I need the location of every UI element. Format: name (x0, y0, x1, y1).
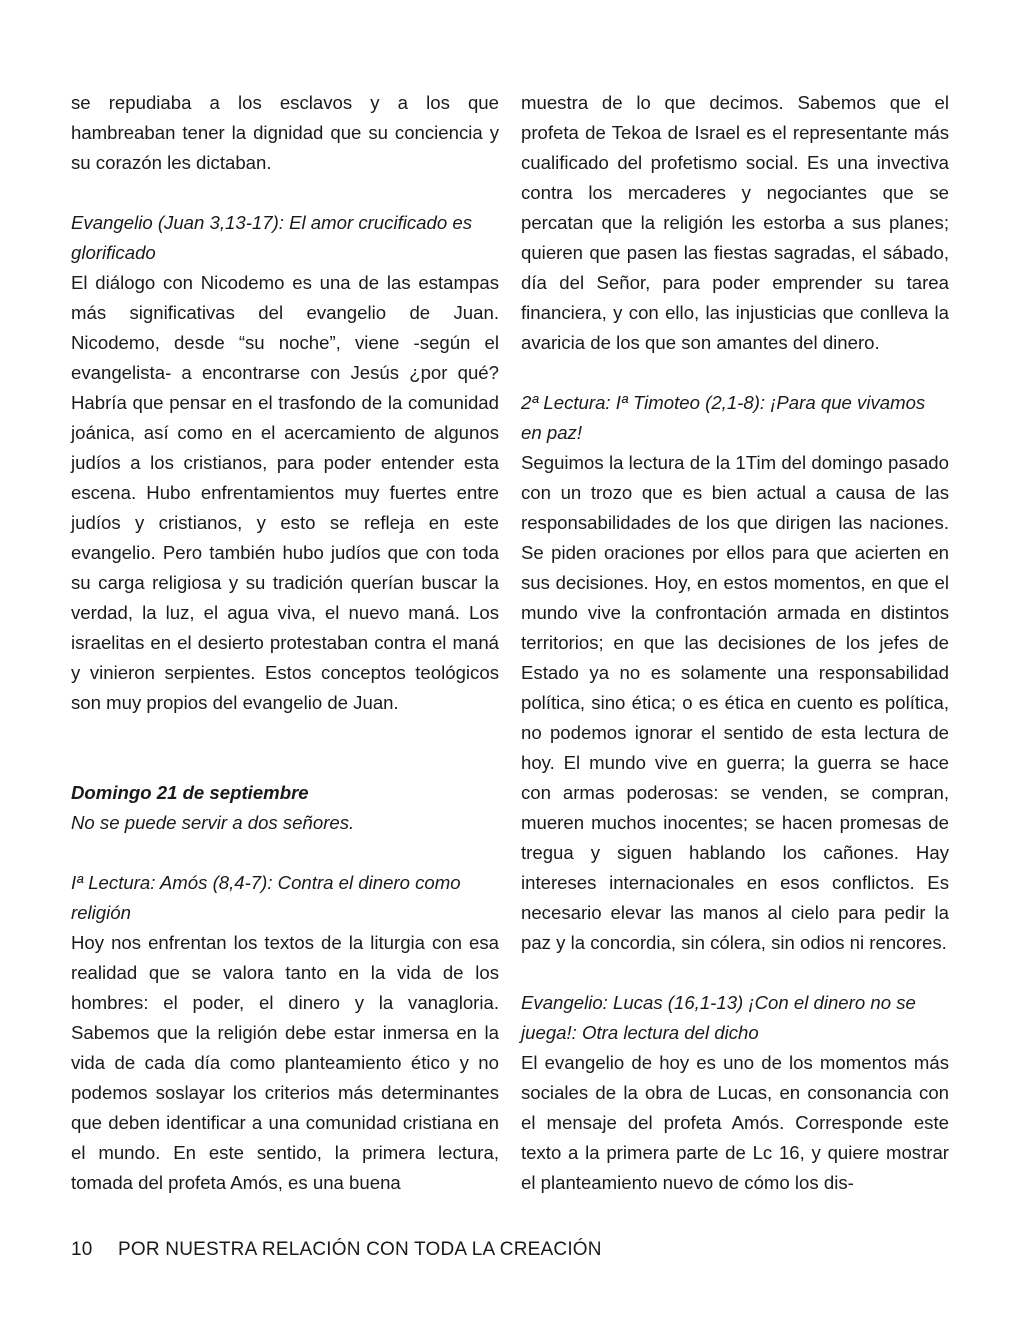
spacer (71, 178, 499, 208)
evangelio-juan-heading: Evangelio (Juan 3,13-17): El amor crucificado es glorificado (71, 212, 473, 263)
evangelio-lucas-heading: Evangelio: Lucas (16,1-13) ¡Con el dinero no se juega!: Otra lectura del dicho (521, 992, 916, 1043)
left-column (71, 88, 499, 1198)
lectura1-paragraph: Hoy nos enfrentan los textos de la liturgia con esa realidad que se valora tanto en la vida de los hombres: el poder, el dinero y la vanagloria. Sabemos que la religión debe estar inmersa en la vida de cada día como planteamiento ético y no podemos soslayar los criterios más determinantes que deben identificar a una comunidad cristiana en el mundo. En este sentido, la primera lectura, tomada del profeta Amós, es una buena (71, 932, 499, 1193)
evangelio-juan-paragraph: El diálogo con Nicodemo es una de las estampas más significativas del evangelio de Juan. Nicodemo, desde “su noche”, viene -según el evangelista- a encontrarse con Jesús ¿por qué? Habría que pensar en el trasfondo de la comunidad joánica, así como en el acercamiento de algunos judíos a los cristianos, para poder entender esta escena. Hubo enfrentamientos muy fuertes entre judíos y cristianos, y esto se refleja en este evangelio. Pero también hubo judíos que con toda su carga religiosa y su tradición querían buscar la verdad, la luz, el agua viva, el nuevo maná. Los israelitas en el desierto protestaban contra el maná y vinieron serpientes. Estos conceptos teológicos son muy propios del evangelio de Juan. (71, 272, 499, 713)
page-footer (71, 1236, 602, 1264)
spacer (521, 358, 949, 388)
right-column (521, 88, 949, 1198)
lectura1-heading: Iª Lectura: Amós (8,4-7): Contra el dinero como religión (71, 872, 461, 923)
domingo-title: Domingo 21 de septiembre (71, 782, 309, 803)
running-title: POR NUESTRA RELACIÓN CON TODA LA CREACIÓN (118, 1239, 602, 1260)
evangelio-lucas-paragraph: El evangelio de hoy es uno de los momentos más sociales de la obra de Lucas, en consonancia con el mensaje del profeta Amós. Corresponde este texto a la primera parte de Lc 16, y quiere mostrar el planteamiento nuevo de cómo los dis- (521, 1052, 949, 1193)
spacer (71, 838, 499, 868)
paragraph-continuation: muestra de lo que decimos. Sabemos que el profeta de Tekoa de Israel es el representante más cualificado del profetismo social. Es una invectiva contra los mercaderes y negociantes que se percatan que la religión les estorba a sus planes; quieren que pasen las fiestas sagradas, el sábado, día del Señor, para poder emprender su tarea financiera, y con ello, las injusticias que conlleva la avaricia de los que son amantes del dinero. (521, 92, 949, 353)
domingo-subtitle: No se puede servir a dos señores. (71, 812, 355, 833)
page-number: 10 (71, 1239, 93, 1260)
spacer (71, 718, 499, 778)
lectura2-paragraph: Seguimos la lectura de la 1Tim del domingo pasado con un trozo que es bien actual a causa de las responsabilidades de los que dirigen las naciones. Se piden oraciones por ellos para que acierten en sus decisiones. Hoy, en estos momentos, en que el mundo vive la confrontación armada en distintos territorios; en que las decisiones de los jefes de Estado ya no es solamente una responsabilidad política, sino ética; o es ética en cuento es política, no podemos ignorar el sentido de esta lectura de hoy. El mundo vive en guerra; la guerra se hace con armas poderosas: se venden, se compran, mueren muchos inocentes; se hacen promesas de tregua y siguen hablando los cañones. Hay intereses internacionales en esos conflictos. Es necesario elevar las manos al cielo para pedir la paz y la concordia, sin cólera, sin odios ni rencores. (521, 452, 949, 953)
spacer (521, 958, 949, 988)
lectura2-heading: 2ª Lectura: Iª Timoteo (2,1-8): ¡Para que vivamos en paz! (521, 392, 926, 443)
paragraph-continuation: se repudiaba a los esclavos y a los que hambreaban tener la dignidad que su conciencia y su corazón les dictaban. (71, 92, 499, 173)
